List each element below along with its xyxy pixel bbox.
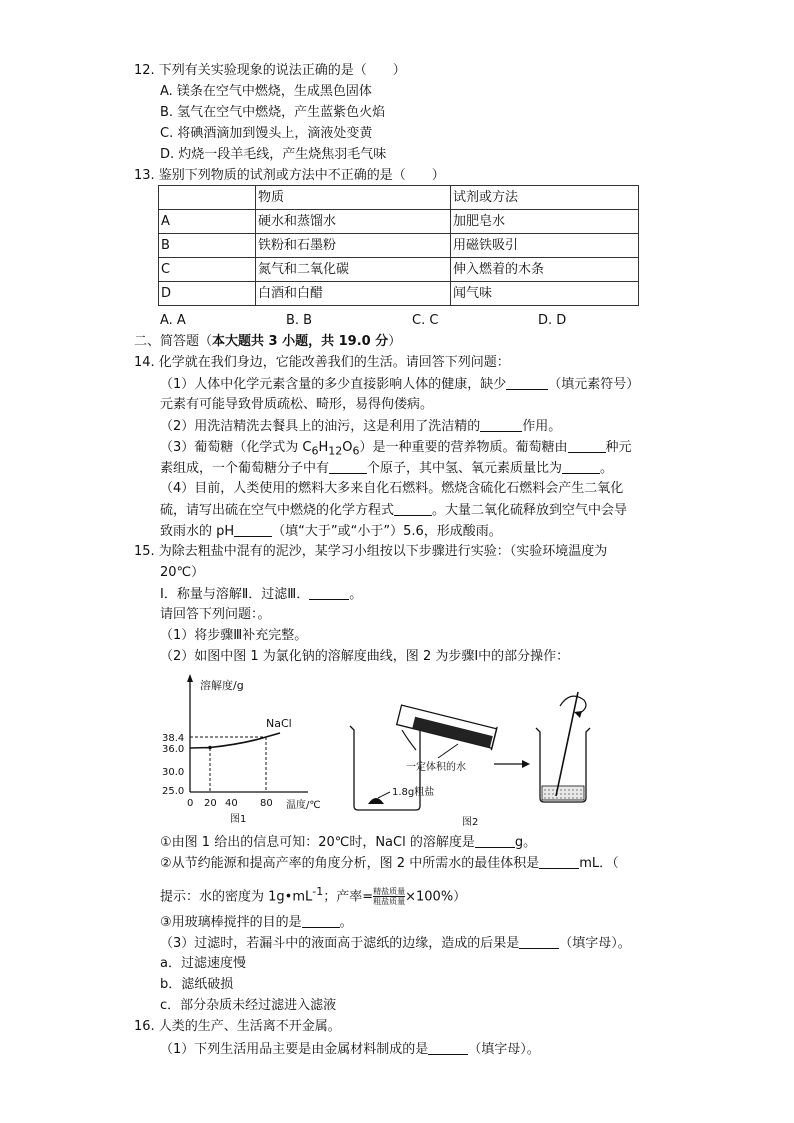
q13-option-c: C. C bbox=[412, 313, 439, 328]
y-tick-label: 30.0 bbox=[162, 767, 185, 778]
section-title bbox=[134, 333, 401, 351]
data-point bbox=[208, 746, 212, 750]
q16-stem: 16. 人类的生产、生活离不开金属。 bbox=[134, 1019, 341, 1034]
text-span: 。 bbox=[600, 461, 614, 476]
answer-blank[interactable] bbox=[329, 459, 367, 474]
text-span: （1）人体中化学元素含量的多少直接影响人体的健康，缺少 bbox=[160, 377, 507, 392]
table-cell: 试剂或方法 bbox=[451, 186, 639, 210]
text-span: （填字母）。 bbox=[559, 936, 631, 951]
q14-part4-line3 bbox=[160, 522, 502, 541]
q15-stem-line2: 20℃） bbox=[160, 565, 205, 580]
text-span: 。大量二氧化硫释放到空气中会导 bbox=[432, 503, 628, 518]
text-span: （填元素符号） bbox=[548, 377, 640, 392]
yield-fraction bbox=[373, 887, 405, 906]
text-span: 。 bbox=[349, 587, 363, 602]
q15-option-c: c．部分杂质未经过滤进入滤液 bbox=[160, 998, 337, 1013]
y-tick-label: 36.0 bbox=[162, 744, 185, 755]
text-span: g。 bbox=[514, 835, 537, 850]
answer-blank[interactable] bbox=[480, 417, 522, 432]
q15-steps bbox=[160, 585, 362, 604]
x-tick-label: 0 bbox=[187, 798, 194, 809]
table-cell: A bbox=[159, 210, 256, 234]
q12-option-b: B. 氢气在空气中燃烧，产生蓝紫色火焰 bbox=[160, 105, 386, 120]
table-cell: 白酒和白醋 bbox=[256, 282, 451, 306]
text-span: 致雨水的 pH bbox=[160, 524, 235, 539]
nacl-curve bbox=[190, 733, 280, 748]
q13-option-a: A. A bbox=[160, 313, 186, 328]
answer-blank[interactable] bbox=[562, 459, 600, 474]
x-tick-label: 20 bbox=[204, 798, 217, 809]
table-cell: 铁粉和石墨粉 bbox=[256, 234, 451, 258]
table-header-row bbox=[159, 186, 639, 210]
q15-option-a: a．过滤速度慢 bbox=[160, 956, 246, 971]
subscript: 6 bbox=[311, 444, 319, 458]
text-span: 提示：水的密度为 1g•mL bbox=[160, 889, 313, 905]
water-stream bbox=[402, 730, 416, 750]
figure2-dissolving-diagram bbox=[346, 680, 608, 830]
curve-label: NaCl bbox=[266, 717, 292, 730]
q14-part4-line1: （4）目前，人类使用的燃料大多来自化石燃料。燃烧含硫化石燃料会产生二氧化 bbox=[160, 481, 624, 496]
q14-part1-line1 bbox=[160, 375, 639, 394]
answer-blank[interactable] bbox=[428, 1040, 468, 1055]
fraction-denominator: 粗盐质量 bbox=[373, 897, 406, 907]
table-row bbox=[159, 234, 639, 258]
table-cell: 闻气味 bbox=[451, 282, 639, 306]
y-axis-label: 溶解度/g bbox=[200, 679, 244, 692]
q12-option-d: D. 灼烧一段羊毛线，产生烧焦羽毛气味 bbox=[160, 147, 387, 162]
text-span: O bbox=[342, 440, 353, 455]
superscript: -1 bbox=[312, 885, 324, 898]
q12-stem: 12. 下列有关实验现象的说法正确的是（ ） bbox=[134, 63, 406, 78]
q15-sub2 bbox=[160, 854, 619, 873]
section-title-detail: 本大题共 3 小题，共 19.0 分 bbox=[212, 334, 389, 349]
subscript: 12 bbox=[328, 444, 343, 458]
q15-sub3 bbox=[160, 913, 353, 932]
q15-part3 bbox=[160, 934, 631, 953]
y-tick-label: 25.0 bbox=[162, 786, 185, 797]
table-cell bbox=[159, 186, 256, 210]
cylinder-water bbox=[412, 717, 493, 748]
q15-ask: 请回答下列问题：。 bbox=[160, 607, 271, 622]
table-cell: 加肥皂水 bbox=[451, 210, 639, 234]
q14-part1-line2: 元素有可能导致骨质疏松、畸形，易得佝偻病。 bbox=[160, 397, 434, 412]
answer-blank[interactable] bbox=[475, 833, 515, 848]
q15-part1: （1）将步骤Ⅲ补充完整。 bbox=[160, 628, 308, 643]
q15-hint bbox=[160, 880, 466, 909]
table-cell: 硬水和蒸馏水 bbox=[256, 210, 451, 234]
stirring-arrowhead bbox=[574, 711, 582, 718]
subscript: 6 bbox=[352, 444, 360, 458]
text-span: 硫，请写出硫在空气中燃烧的化学方程式 bbox=[160, 503, 395, 518]
q13-stem: 13. 鉴别下列物质的试剂或方法中不正确的是（ ） bbox=[134, 168, 445, 183]
glass-rod bbox=[556, 692, 578, 796]
x-tick-label: 80 bbox=[260, 798, 273, 809]
table-cell: 伸入燃着的木条 bbox=[451, 258, 639, 282]
q15-stem-line1: 15. 为除去粗盐中混有的泥沙，某学习小组按以下步骤进行实验：（实验环境温度为 bbox=[134, 544, 608, 559]
text-span: ③用玻璃棒搅拌的目的是 bbox=[160, 915, 302, 930]
text-span: Ⅰ．称量与溶解Ⅱ．过滤Ⅲ． bbox=[160, 587, 310, 602]
text-span: mL．（ bbox=[579, 856, 619, 871]
answer-blank[interactable] bbox=[394, 501, 432, 516]
answer-blank[interactable] bbox=[234, 522, 272, 537]
y-tick-label: 38.4 bbox=[162, 733, 185, 744]
answer-blank[interactable] bbox=[302, 913, 340, 928]
q14-part3-line2 bbox=[160, 459, 613, 478]
text-span: ）是一种重要的营养物质。葡萄糖由 bbox=[359, 440, 568, 455]
q15-sub1 bbox=[160, 833, 536, 852]
table-cell: 用磁铁吸引 bbox=[451, 234, 639, 258]
figure2-caption: 图2 bbox=[462, 817, 479, 828]
q13-option-d: D. D bbox=[538, 313, 567, 328]
figure1-solubility-chart bbox=[158, 672, 321, 834]
answer-blank[interactable] bbox=[309, 585, 349, 600]
table-cell: D bbox=[159, 282, 256, 306]
leader-line bbox=[438, 744, 458, 758]
table-row bbox=[159, 258, 639, 282]
section-title-prefix: 二、简答题（ bbox=[134, 334, 213, 349]
table-cell: B bbox=[159, 234, 256, 258]
q12-option-c: C. 将碘酒滴加到馒头上，滴液处变黄 bbox=[160, 126, 373, 141]
text-span: H bbox=[318, 440, 329, 455]
table-row bbox=[159, 210, 639, 234]
crude-salt bbox=[368, 798, 384, 804]
text-span: （2）用洗洁精洗去餐具上的油污，这是利用了洗洁精的 bbox=[160, 419, 481, 434]
table-row bbox=[159, 282, 639, 306]
salt-label: 1.8g粗盐 bbox=[392, 787, 435, 798]
text-span: 素组成，一个葡萄糖分子中有 bbox=[160, 461, 330, 476]
x-axis-label: 温度/℃ bbox=[286, 800, 321, 811]
q13-table bbox=[158, 185, 639, 306]
table-cell: 物质 bbox=[256, 186, 451, 210]
q15-part2: （2）如图中图 1 为氯化钠的溶解度曲线，图 2 为步骤Ⅰ中的部分操作： bbox=[160, 649, 570, 664]
answer-blank[interactable] bbox=[519, 934, 559, 949]
q14-part2 bbox=[160, 417, 561, 436]
leader-line bbox=[378, 792, 390, 798]
table-cell: C bbox=[159, 258, 256, 282]
text-span: （3）葡萄糖（化学式为 C bbox=[160, 440, 312, 455]
text-span: （3）过滤时，若漏斗中的液面高于滤纸的边缘，造成的后果是 bbox=[160, 936, 520, 951]
answer-blank[interactable] bbox=[506, 375, 548, 390]
text-span: ②从节约能源和提高产率的角度分析，图 2 中所需水的最佳体积是 bbox=[160, 856, 540, 871]
q14-stem: 14. 化学就在我们身边，它能改善我们的生活。请回答下列问题： bbox=[134, 355, 510, 370]
stirring-arrow bbox=[560, 696, 586, 714]
x-tick-label: 40 bbox=[225, 798, 238, 809]
text-span: 。 bbox=[339, 915, 353, 930]
y-axis-arrow bbox=[187, 674, 193, 682]
cylinder-base bbox=[491, 727, 497, 750]
q16-part1 bbox=[160, 1040, 540, 1059]
text-span: ①由图 1 给出的信息可知：20℃时，NaCl 的溶解度是 bbox=[160, 835, 475, 850]
fraction-numerator: 精盐质量 bbox=[373, 887, 406, 897]
answer-blank[interactable] bbox=[568, 438, 606, 453]
text-span: ；产率= bbox=[323, 889, 374, 905]
q14-part3-line1 bbox=[160, 438, 632, 461]
text-span: 个原子，其中氢、氧元素质量比为 bbox=[367, 461, 563, 476]
water-label: 一定体积的水 bbox=[406, 762, 466, 773]
q15-option-b: b．滤纸破损 bbox=[160, 977, 234, 992]
answer-blank[interactable] bbox=[539, 854, 579, 869]
q12-option-a: A. 镁条在空气中燃烧，生成黑色固体 bbox=[160, 84, 372, 99]
table-cell: 氮气和二氧化碳 bbox=[256, 258, 451, 282]
arrow-head bbox=[522, 760, 530, 768]
q14-part4-line2 bbox=[160, 501, 627, 520]
text-span: （填字母）。 bbox=[468, 1042, 540, 1057]
text-span: （1）下列生活用品主要是由金属材料制成的是 bbox=[160, 1042, 429, 1057]
text-span: 作用。 bbox=[522, 419, 562, 434]
section-title-suffix: ） bbox=[388, 334, 402, 349]
q13-option-b: B. B bbox=[286, 313, 313, 328]
text-span: ×100%） bbox=[405, 889, 467, 905]
text-span: 种元 bbox=[605, 440, 632, 455]
text-span: （填“大于”或“小于”）5.6，形成酸雨。 bbox=[272, 524, 502, 539]
figure1-caption: 图1 bbox=[230, 814, 247, 825]
